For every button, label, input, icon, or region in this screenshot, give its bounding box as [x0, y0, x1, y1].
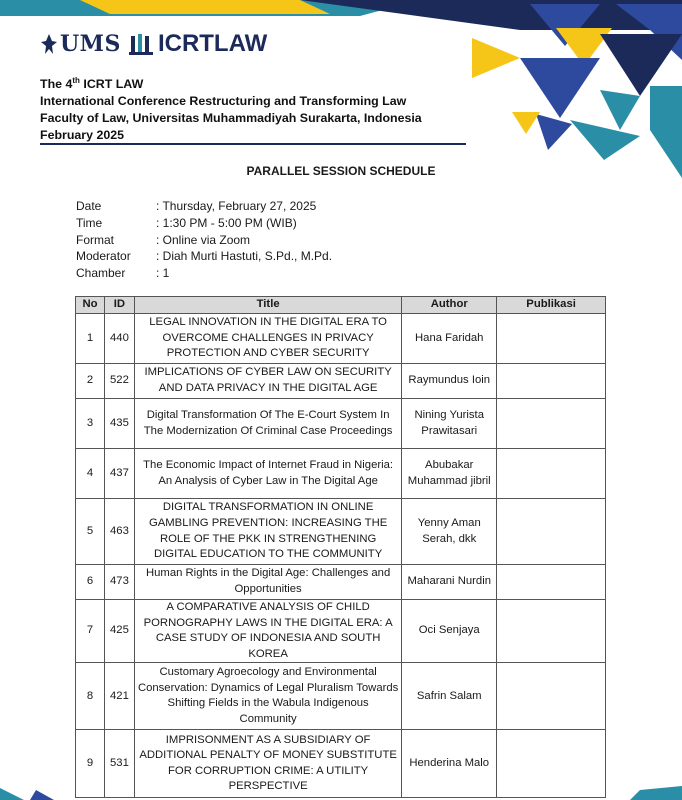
- table-header-row: [76, 297, 606, 314]
- triangle-yellow-low: [512, 112, 540, 134]
- cell-no: 3: [76, 399, 105, 449]
- cell-publikasi: [497, 364, 606, 399]
- cell-publikasi: [497, 663, 606, 730]
- schedule-table: [75, 296, 606, 798]
- schedule-title: PARALLEL SESSION SCHEDULE: [246, 164, 436, 178]
- cell-title: Digital Transformation Of The E-Court System In The Modernization Of Criminal Case Proceedings: [134, 399, 401, 449]
- triangle-blue-top: [530, 4, 600, 46]
- cell-no: 6: [76, 565, 105, 600]
- top-band-navy: [300, 0, 682, 30]
- cell-no: 2: [76, 364, 105, 399]
- cell-author: Oci Senjaya: [402, 600, 497, 663]
- table-row: [76, 314, 606, 364]
- table-row: [76, 449, 606, 499]
- cell-publikasi: [497, 565, 606, 600]
- cell-publikasi: [497, 449, 606, 499]
- cell-title: DIGITAL TRANSFORMATION IN ONLINE GAMBLING PREVENTION: INCREASING THE ROLE OF THE PKK IN STRENGTHENING DIGITAL EDUCATION TO THE COMMUNITY: [134, 499, 401, 565]
- header-publikasi: Publikasi: [497, 297, 606, 314]
- cell-id: 473: [104, 565, 134, 600]
- conference-date: February 2025: [40, 128, 125, 143]
- cell-no: 9: [76, 730, 105, 798]
- triangle-yellow-top: [556, 28, 612, 66]
- triangle-teal-small: [600, 90, 640, 130]
- cell-id: 425: [104, 600, 134, 663]
- logo-row: [40, 28, 267, 60]
- cell-title: A COMPARATIVE ANALYSIS OF CHILD PORNOGRAPHY LAWS IN THE DIGITAL ERA: A CASE STUDY OF INDONESIA AND SOUTH KOREA: [134, 600, 401, 663]
- table-row: [76, 730, 606, 798]
- info-row-chamber: Chamber : 1: [76, 266, 170, 281]
- triangle-blue-corner: [616, 4, 682, 60]
- cell-no: 4: [76, 449, 105, 499]
- cell-author: Nining Yurista Prawitasari: [402, 399, 497, 449]
- info-row-moderator: Moderator : Diah Murti Hastuti, S.Pd., M.Pd.: [76, 249, 333, 264]
- conference-host: Faculty of Law, Universitas Muhammadiyah Surakarta, Indonesia: [40, 111, 422, 126]
- triangle-yellow-left: [472, 38, 520, 78]
- triangle-blue-low: [536, 114, 572, 150]
- cell-title: IMPLICATIONS OF CYBER LAW ON SECURITY AND DATA PRIVACY IN THE DIGITAL AGE: [134, 364, 401, 399]
- table-row: [76, 600, 606, 663]
- triangle-navy-right: [600, 34, 682, 96]
- bottom-right-triangle: [630, 786, 682, 800]
- ums-emblem-icon: [40, 33, 58, 55]
- header-author: Author: [402, 297, 497, 314]
- table-row: [76, 364, 606, 399]
- table-row: [76, 399, 606, 449]
- cell-id: 522: [104, 364, 134, 399]
- icrtlaw-emblem-icon: [129, 32, 155, 56]
- cell-publikasi: [497, 314, 606, 364]
- header-no: No: [76, 297, 105, 314]
- header-id: ID: [104, 297, 134, 314]
- cell-author: Yenny Aman Serah, dkk: [402, 499, 497, 565]
- cell-title: The Economic Impact of Internet Fraud in Nigeria: An Analysis of Cyber Law in The Digital Age: [134, 449, 401, 499]
- conference-edition: The 4th ICRT LAW: [40, 76, 144, 92]
- icrtlaw-logo-text: ICRTLAW: [157, 30, 268, 57]
- top-band-teal: [0, 0, 420, 16]
- top-band-yellow: [80, 0, 330, 14]
- cell-no: 1: [76, 314, 105, 364]
- header-divider: [40, 143, 466, 145]
- cell-title: Customary Agroecology and Environmental Conservation: Dynamics of Legal Pluralism Towards Shifting Fields in the Wabula Indigenous Community: [134, 663, 401, 730]
- ums-logo-text: UMS: [60, 31, 121, 57]
- cell-no: 7: [76, 600, 105, 663]
- cell-author: Henderina Malo: [402, 730, 497, 798]
- cell-title: IMPRISONMENT AS A SUBSIDIARY OF ADDITIONAL PENALTY OF MONEY SUBSTITUTE FOR CORRUPTION CRIME: A UTILITY PERSPECTIVE: [134, 730, 401, 798]
- cell-id: 440: [104, 314, 134, 364]
- table-row: [76, 663, 606, 730]
- ums-logo: [40, 31, 121, 57]
- cell-id: 421: [104, 663, 134, 730]
- cell-author: Safrin Salam: [402, 663, 497, 730]
- cell-title: Human Rights in the Digital Age: Challenges and Opportunities: [134, 565, 401, 600]
- cell-id: 463: [104, 499, 134, 565]
- session-info: [76, 198, 332, 282]
- info-row-date: Date : Thursday, February 27, 2025: [76, 199, 317, 213]
- cell-publikasi: [497, 600, 606, 663]
- conference-name: International Conference Restructuring and Transforming Law: [40, 94, 407, 109]
- cell-id: 531: [104, 730, 134, 798]
- cell-no: 5: [76, 499, 105, 565]
- cell-title: LEGAL INNOVATION IN THE DIGITAL ERA TO OVERCOME CHALLENGES IN PRIVACY PROTECTION AND CYBER SECURITY: [134, 314, 401, 364]
- bottom-left-triangle: [0, 788, 24, 800]
- triangle-blue-mid: [520, 58, 600, 118]
- cell-author: Raymundus Ioin: [402, 364, 497, 399]
- cell-id: 435: [104, 399, 134, 449]
- cell-author: Abubakar Muhammad jibril: [402, 449, 497, 499]
- cell-author: Maharani Nurdin: [402, 565, 497, 600]
- icrtlaw-logo: [129, 30, 267, 58]
- bottom-left-triangle-2: [30, 790, 54, 800]
- header-title: Title: [134, 297, 401, 314]
- cell-publikasi: [497, 499, 606, 565]
- table-row: [76, 565, 606, 600]
- cell-publikasi: [497, 399, 606, 449]
- info-row-time: Time : 1:30 PM - 5:00 PM (WIB): [76, 215, 297, 230]
- cell-author: Hana Faridah: [402, 314, 497, 364]
- info-row-format: Format : Online via Zoom: [76, 232, 251, 247]
- cell-publikasi: [497, 730, 606, 798]
- triangle-teal-low: [570, 120, 640, 160]
- cell-no: 8: [76, 663, 105, 730]
- cell-id: 437: [104, 449, 134, 499]
- conference-header: [40, 72, 460, 144]
- table-row: [76, 499, 606, 565]
